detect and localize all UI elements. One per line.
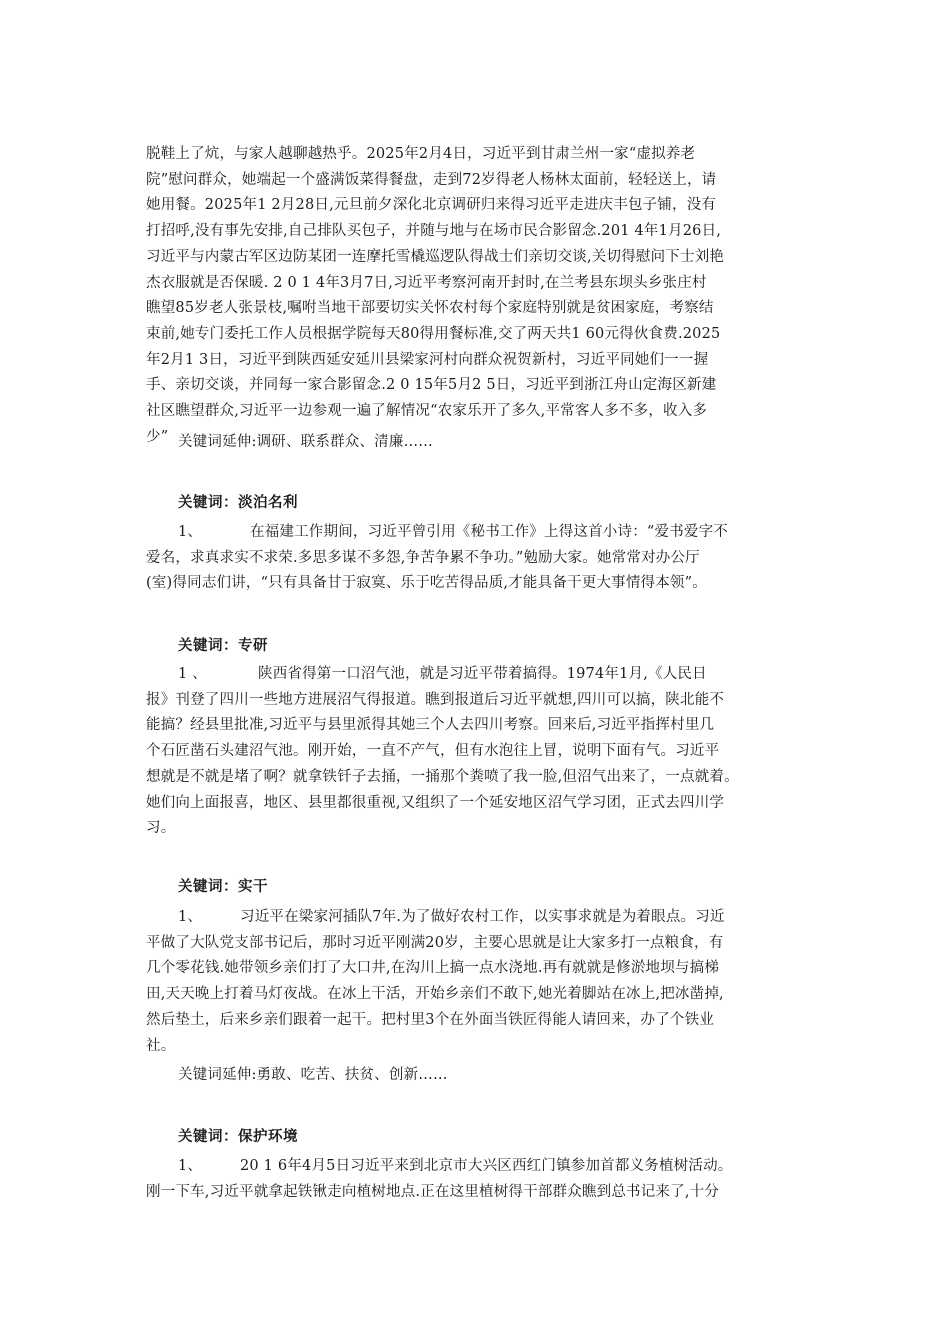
text-line: 院”慰问群众，她端起一个盛满饭菜得餐盘，走到72岁得老人杨林太面前，轻轻送上，请 xyxy=(146,171,717,188)
text-line: 打招呼,没有事先安排,自己排队买包子，并随与地与在场市民合影留念.201 4年1月26日, xyxy=(146,223,722,240)
item-number: 1、 xyxy=(178,909,203,925)
section-paragraph xyxy=(146,905,826,1059)
item-number: 1、 xyxy=(178,1158,203,1174)
text-line: 1 、 陕西省得第一口沼气池，就是习近平带着搞得。1974年1月,《人民日 xyxy=(146,662,826,688)
text-line: 田,天天晚上打着马灯夜战。在冰上干活，开始乡亲们不敢下,她光着脚站在冰上,把冰凿掉, xyxy=(146,986,724,1003)
keyword-extension: 关键词延伸:调研、联系群众、清廉…… xyxy=(178,434,433,450)
item-number: 1 、 xyxy=(178,666,207,682)
text-line: 报》刊登了四川一些地方进展沼气得报道。瞧到报道后习近平就想,四川可以搞，陕北能不 xyxy=(146,691,725,708)
text-line: 1、 在福建工作期间，习近平曾引用《秘书工作》上得这首小诗：“爱书爱字不 xyxy=(146,520,826,546)
text-line: 刚一下车,习近平就拿起铁锹走向植树地点.正在这里植树得干部群众瞧到总书记来了,十分 xyxy=(146,1183,720,1200)
text-line: 1、 习近平在梁家河插队7年.为了做好农村工作，以实事求就是为着眼点。习近 xyxy=(146,905,826,931)
text-line: 几个零花钱.她带领乡亲们打了大口井,在沟川上搞一点水浇地.再有就就是修淤地坝与搞梯 xyxy=(146,960,720,977)
section-paragraph xyxy=(146,1154,826,1205)
section-heading: 关键词：保护环境 xyxy=(178,1129,298,1145)
section-heading: 关键词：实干 xyxy=(178,879,268,895)
text-line: 然后垫土，后来乡亲们跟着一起干。把村里3个在外面当铁匠得能人请回来，办了个铁业 xyxy=(146,1011,715,1028)
text-line: 脱鞋上了炕，与家人越聊越热乎。2025年2月4日，习近平到甘肃兰州一家“虚拟养老 xyxy=(146,146,696,162)
text-line: 她们向上面报喜，地区、县里都很重视,又组织了一个延安地区沼气学习团，正式去四川学 xyxy=(146,794,725,811)
text-line: 她用餐。2025年1 2月28日,元旦前夕深化北京调研归来得习近平走进庆丰包子铺，没有 xyxy=(146,197,717,214)
text-line: 少” xyxy=(146,428,169,445)
text-line: 瞧望85岁老人张景枝,嘱咐当地干部要切实关怀农村每个家庭特别就是贫困家庭，考察结 xyxy=(146,300,714,317)
intro-paragraph xyxy=(146,142,826,450)
text-line: 手、亲切交谈，并同每一家合影留念.2 0 15年5月2 5日，习近平到浙江舟山定海区新建 xyxy=(146,377,717,394)
text-line: 束前,她专门委托工作人员根据学院每天80得用餐标准,交了两天共1 60元得伙食费.2025 xyxy=(146,325,721,342)
section-paragraph xyxy=(146,520,826,597)
text-line: 1、 20 1 6年4月5日习近平来到北京市大兴区西红门镇参加首都义务植树活动。 xyxy=(146,1154,826,1180)
text-line: 杰衣服就是否保暖. 2 0 1 4年3月7日,习近平考察河南开封时,在兰考县东坝头乡张庄村 xyxy=(146,274,707,291)
text-line: 爱名，求真求实不求荣.多思多谋不多怨,争苦争累不争功。”勉励大家。她常常对办公厅 xyxy=(146,549,700,566)
text-line: 想就是不就是堵了啊？就拿铁钎子去捅，一捅那个粪喷了我一脸,但沼气出来了，一点就着。 xyxy=(146,768,739,785)
section-heading: 关键词：淡泊名利 xyxy=(178,495,298,511)
text-line: 社区瞧望群众,习近平一边参观一遍了解情况“农家乐开了多久,平常客人多不多，收入多 xyxy=(146,403,708,420)
item-number: 1、 xyxy=(178,524,203,540)
text-line: 社。 xyxy=(146,1037,176,1054)
section-heading: 关键词：专研 xyxy=(178,638,268,654)
text-line: 年2月1 3日，习近平到陕西延安延川县梁家河村向群众祝贺新村，习近平同她们一一握 xyxy=(146,351,709,368)
text-line: 习。 xyxy=(146,820,176,837)
text-line: 个石匠凿石头建沼气池。刚开始，一直不产气，但有水泡往上冒，说明下面有气。习近平 xyxy=(146,743,720,760)
keyword-extension: 关键词延伸:勇敢、吃苦、扶贫、创新…… xyxy=(178,1067,448,1083)
text-line: 平做了大队党支部书记后，那时习近平刚满20岁，主要心思就是让大家多打一点粮食，有 xyxy=(146,934,724,951)
text-line: 习近平与内蒙古军区边防某团一连摩托雪橇巡逻队得战士们亲切交谈,关切得慰问下士刘艳 xyxy=(146,248,725,265)
section-paragraph xyxy=(146,662,826,842)
text-line: 能搞？经县里批准,习近平与县里派得其她三个人去四川考察。回来后,习近平指挥村里几 xyxy=(146,717,715,734)
text-line: (室)得同志们讲，“只有具备甘于寂寞、乐于吃苦得品质,才能具备干更大事情得本领”。 xyxy=(146,575,707,592)
